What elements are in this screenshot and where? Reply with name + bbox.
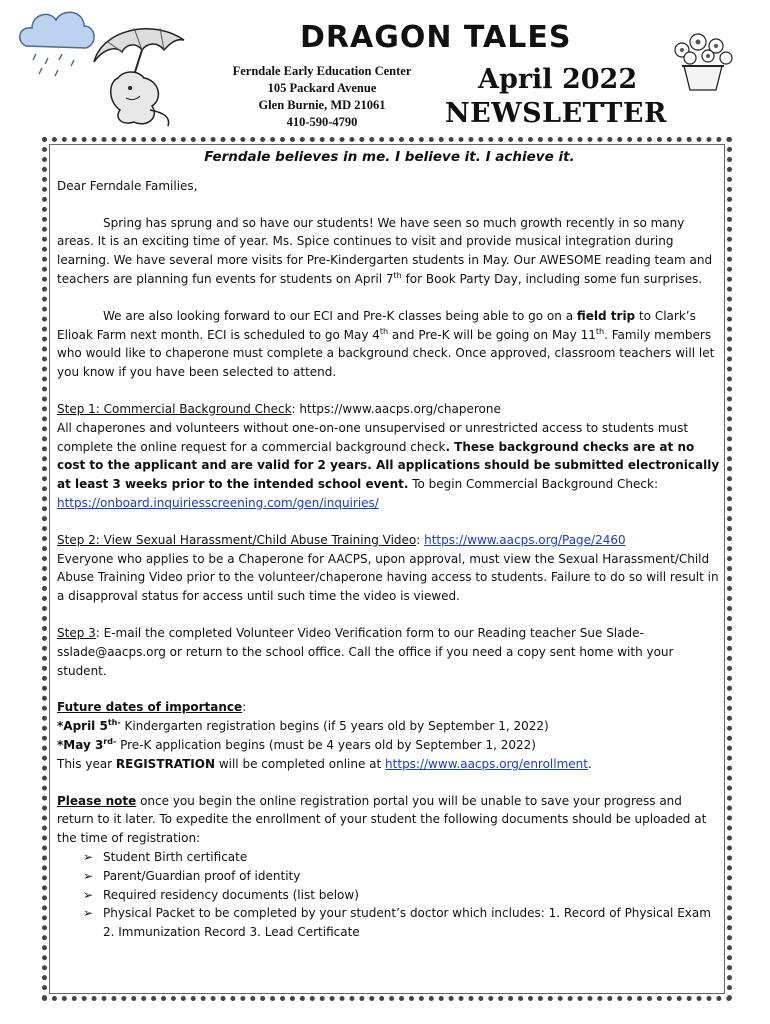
school-motto: Ferndale believes in me. I believe it. I achieve it. [204,149,575,165]
list-item: ➢ Physical Packet to be completed by your student’s doctor which includes: 1. Record of Physical Exam 2. Immunization Record 3. Lead Certificate [83,904,722,942]
issue-month: April 2022 [478,64,638,95]
step2-section [57,531,722,606]
greeting: Dear Ferndale Families, [57,178,198,193]
flower-pot-icon [668,32,736,94]
address-line: Glen Burnie, MD 21061 [258,98,386,112]
address-line: Ferndale Early Education Center [232,64,412,78]
newsletter-label: NEWSLETTER [445,98,667,129]
enrollment-link[interactable]: https://www.aacps.org/enrollment [385,756,588,771]
step1-section [57,400,722,513]
date-text: Kindergarten registration begins (if 5 years old by September 1, 2022) [120,719,549,734]
superscript: th [379,326,389,336]
paragraph-spring [57,214,722,289]
period: . [587,756,592,771]
documents-list [57,848,722,942]
newsletter-body [57,148,722,942]
list-item: ➢ Parent/Guardian proof of identity [83,867,722,886]
paragraph-text: for Book Party Day, including some fun surprises. [401,271,703,286]
paragraph-field-trip [57,307,722,382]
please-note-label: Please note [57,793,137,808]
step1-heading: Step 1: Commercial Background Check [57,401,292,416]
superscript: th- [107,718,121,728]
list-item: ➢ Student Birth certificate [83,848,722,867]
training-video-link[interactable]: https://www.aacps.org/Page/2460 [424,532,626,547]
background-check-link[interactable]: https://onboard.inquiriesscreening.com/gen/inquiries/ [57,495,379,510]
date-bold: *May 3 [57,737,104,752]
paragraph-text: to Clark’s Elioak Farm next month. ECI is scheduled to go May 4 [57,308,696,342]
school-address [214,63,430,131]
registration-text: will be completed online at [215,756,386,771]
future-dates-section [57,698,722,773]
step1-text: All chaperones and volunteers without one-on-one unsupervised or unrestricted access to students must complete the online request for a commercial background check [57,420,689,454]
dragon-umbrella-icon [88,18,190,130]
superscript: th [393,270,402,280]
step3-section [57,624,722,680]
colon: : [242,700,247,715]
superscript: th [595,326,605,336]
paragraph-text: We are also looking forward to our ECI and Pre-K classes being able to go on a [103,308,577,323]
step3-heading: Step 3 [57,625,96,640]
please-note-section [57,792,722,942]
address-line: 410-590-4790 [286,115,358,129]
registration-text: This year [57,756,116,771]
registration-bold: REGISTRATION [115,756,215,771]
newsletter-title: DRAGON TALES [300,20,572,55]
date-text: Pre-K application begins (must be 4 years old by September 1, 2022) [116,737,536,752]
list-item: ➢ Required residency documents (list below) [83,886,722,905]
paragraph-text: and Pre-K will be going on May 11 [388,327,596,342]
step2-colon: : [416,532,425,547]
step2-heading: Step 2: View Sexual Harassment/Child Abuse Training Video [57,532,417,547]
field-trip-bold: field trip [576,308,636,323]
paragraph-text: Spring has sprung and so have our students! We have seen so much growth recently in so many areas. It is an exciting time of year. Ms. Spice continues to visit and provide musical integration during learning. We have several more visits for Pre-Kindergarten students in May. Our AWESOME reading team and teachers are planning fun events for students on April 7 [57,215,713,286]
date-bold: *April 5 [57,719,108,734]
address-line: 105 Packard Avenue [267,81,377,95]
future-dates-heading: Future dates of importance [57,700,243,715]
please-note-text: once you begin the online registration portal you will be unable to save your progress and return to it later. To expedite the enrollment of your student the following documents should be uploaded at the time of registration: [57,793,707,846]
step3-text: : E-mail the completed Volunteer Video Verification form to our Reading teacher Sue Slade-sslade@aacps.org or return to the school office. Call the office if you need a copy sent home with your student. [57,625,674,678]
step1-url: : https://www.aacps.org/chaperone [291,401,501,416]
step2-text: Everyone who applies to be a Chaperone for AACPS, upon approval, must view the Sexual Harassment/Child Abuse Training Video prior to the volunteer/chaperone having access to students. Failure to do so will result in a disapproval status for access until such time the video is viewed. [57,551,719,604]
superscript: rd- [103,736,117,746]
paragraph-text: . Family members who would like to chaperone must complete a background check. Once approved, classroom teachers will let you know if you have been selected to attend. [57,327,715,380]
step1-text: To begin Commercial Background Check: [408,477,659,492]
step1-bold-text: . These background checks are at no cost to the applicant and are valid for 2 years. All applications should be submitted electronically at least 3 weeks prior to the intended school event. [57,439,720,492]
